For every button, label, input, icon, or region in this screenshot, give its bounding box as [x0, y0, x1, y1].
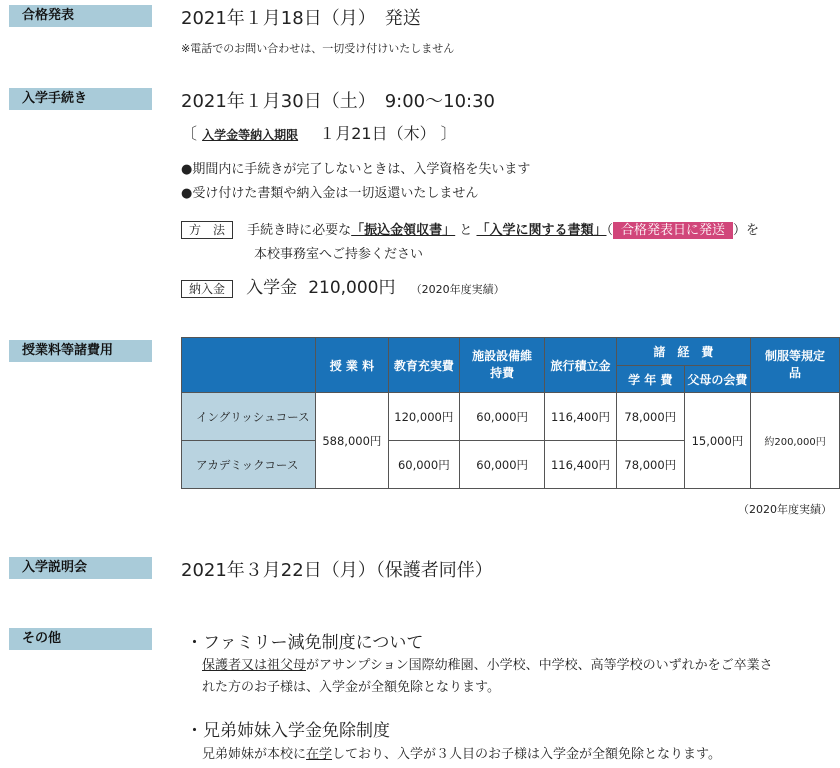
other-item-1-title-line — [186, 628, 423, 653]
deadline-date: １月21日（木） — [319, 124, 436, 143]
header-parents: 父母の会費 — [684, 366, 750, 393]
method-paren-close: ）を — [733, 223, 760, 238]
header-uniform: 制服等規定品 — [751, 338, 840, 393]
deadline-line — [181, 121, 457, 144]
header-education: 教育充実費 — [388, 338, 459, 393]
row-2-travel: 116,400円 — [545, 441, 616, 489]
row-2-facility: 60,000円 — [460, 441, 545, 489]
uniform-value: 約200,000円 — [751, 393, 840, 489]
bracket-close: 〕 — [440, 124, 457, 143]
method-text-2: 本校事務室へご持参ください — [254, 247, 424, 262]
row-1-course: イングリッシュコース — [182, 393, 316, 441]
header-travel: 旅行積立金 — [545, 338, 616, 393]
tuition-value: 588,000円 — [316, 393, 388, 489]
row-1-grade: 78,000円 — [616, 393, 684, 441]
method-doc-1: 「振込金領収書」 — [351, 223, 456, 238]
method-pink-badge: 合格発表日に発送 — [613, 222, 733, 239]
other-item-2-pre: 兄弟姉妹が本校に — [202, 747, 307, 762]
briefing-date: 2021年３月22日（月）（保護者同伴） — [181, 560, 493, 581]
bracket-open: 〔 — [181, 124, 203, 143]
bullet-dot: ・ — [186, 721, 203, 741]
other-item-2-desc — [202, 744, 721, 766]
section-label-briefing: 入学説明会 — [9, 557, 152, 579]
row-1-facility: 60,000円 — [460, 393, 545, 441]
method-label: 方 法 — [181, 221, 233, 239]
announcement-date: 2021年１月18日（月） 発送 — [181, 8, 421, 29]
row-2-grade: 78,000円 — [616, 441, 684, 489]
enrollment-bullet-1: ●期間内に手続きが完了しないときは、入学資格を失います — [181, 162, 531, 177]
method-paren-open: （ — [606, 223, 614, 238]
other-item-1-title: ファミリー減免制度について — [203, 633, 424, 653]
other-item-2-title: 兄弟姉妹入学金免除制度 — [203, 721, 390, 741]
method-doc-2: 「入学に関する書類」 — [476, 223, 607, 238]
other-item-2-underline: 在学 — [306, 747, 333, 762]
tuition-footnote: （2020年度実績） — [738, 503, 832, 516]
section-label-enrollment: 入学手続き — [9, 88, 152, 110]
payment-line — [181, 273, 505, 298]
other-item-1-line-1: がアサンプション国際幼稚園、小学校、中学校、高等学校のいずれかをご卒業さ — [306, 658, 773, 673]
enrollment-date: 2021年１月30日（土） 9:00〜10:30 — [181, 91, 496, 112]
other-item-2-title-line — [186, 716, 390, 741]
payment-note: （2020年度実績） — [410, 283, 505, 296]
row-1-education: 120,000円 — [388, 393, 459, 441]
header-grade: 学 年 費 — [616, 366, 684, 393]
header-blank — [182, 338, 316, 393]
other-item-1-line-2: れた方のお子様は、入学金が全額免除となります。 — [202, 680, 500, 695]
bullet-dot: ・ — [186, 633, 203, 653]
method-text-1: 手続き時に必要な — [247, 223, 352, 238]
section-label-other: その他 — [9, 628, 152, 650]
method-and: と — [459, 223, 473, 238]
other-item-2-post: しており、入学が３人目のお子様は入学金が全額免除となります。 — [332, 747, 721, 762]
section-label-announcement: 合格発表 — [9, 5, 152, 27]
section-label-tuition: 授業料等諸費用 — [9, 340, 152, 362]
other-item-1-underline: 保護者又は祖父母 — [202, 658, 307, 673]
tuition-table — [181, 337, 840, 489]
header-facility: 施設設備維持費 — [460, 338, 545, 393]
other-item-1-desc — [202, 655, 832, 699]
enrollment-bullet-2: ●受け付けた書類や納入金は一切返還いたしません — [181, 186, 479, 201]
parents-value: 15,000円 — [684, 393, 750, 489]
header-misc: 諸 経 費 — [616, 338, 750, 366]
announcement-note: ※電話でのお問い合わせは、一切受け付けいたしません — [181, 42, 455, 55]
row-2-education: 60,000円 — [388, 441, 459, 489]
payment-label: 納入金 — [181, 280, 233, 298]
deadline-label: 入学金等納入期限 — [202, 128, 299, 142]
payment-amount: 210,000円 — [308, 278, 396, 298]
header-tuition: 授 業 料 — [316, 338, 388, 393]
payment-text: 入学金 — [246, 278, 298, 298]
row-2-course: アカデミックコース — [182, 441, 316, 489]
row-1-travel: 116,400円 — [545, 393, 616, 441]
method-line — [181, 219, 759, 239]
